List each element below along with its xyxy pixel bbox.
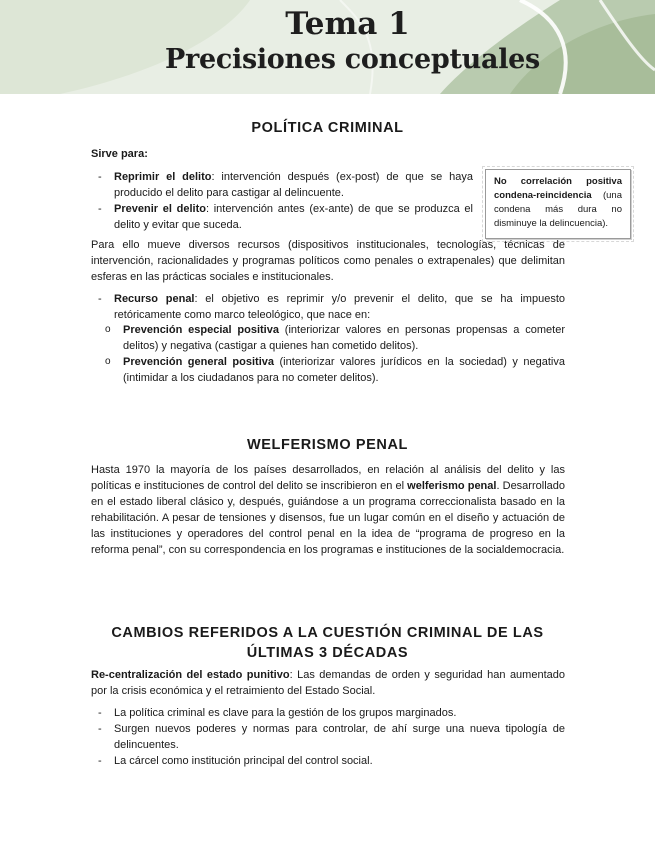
list-item-bold: Prevenir el delito — [114, 203, 206, 215]
heading-line-1: CAMBIOS REFERIDOS A LA CUESTIÓN CRIMINAL DE LAS — [111, 625, 544, 641]
section-heading-welferismo: WELFERISMO PENAL — [246, 437, 409, 453]
list-item-text: : el objetivo es reprimir y/o prevenir el delito, que se ha impuesto retóricamente como marco teleológico, que nace en: — [114, 293, 565, 321]
cambios-paragraph — [91, 667, 565, 699]
heading-line-2: ÚLTIMAS 3 DÉCADAS — [246, 645, 409, 661]
cambios-list — [91, 705, 565, 769]
section-heading-politica: POLÍTICA CRIMINAL — [251, 120, 404, 136]
list-item-bold: Recurso penal — [114, 293, 195, 305]
list-item-text: : intervención después (ex-post) de que se haya producido el delito para castigar al delincuente. — [114, 171, 473, 199]
list-item-bold: Prevención especial positiva — [123, 324, 279, 336]
sirve-para-label — [91, 146, 471, 162]
side-note-text: (una condena más dura no disminuye la delincuencia). — [494, 190, 622, 229]
welferismo-text-b: . Desarrollado en el estado liberal clásico y, después, guiándose a un programa correccionalista basado en la rehabilitación. A pesar de tensiones y disensos, fue un lugar común en el diseño y actuación de las instituciones y operadores del control penal en la idea de “programa de progreso en la reforma penal”, con su correspondencia en los programas e instituciones de la socialdemocracia. — [91, 480, 565, 556]
list-item — [91, 354, 565, 386]
prevencion-list — [91, 322, 565, 386]
list-item-text: (interiorizar valores jurídicos en la sociedad) y negativa (intimidar a los ciudadanos para no cometer delitos). — [123, 356, 565, 384]
list-item — [91, 201, 473, 233]
politica-paragraph: Para ello mueve diversos recursos (dispositivos institucionales, tecnologías, técnicas de intervención, racionalidades y programas políticos como penales o extrapenales) que delimitan esferas en las prácticas sociales e institucionales. — [91, 239, 565, 283]
cambios-text: : Las demandas de orden y seguridad han aumentado por la crisis económica y el retraimiento del Estado Social. — [91, 669, 565, 697]
list-item — [91, 291, 565, 323]
recurso-list — [91, 291, 565, 323]
list-item-text: (interiorizar valores en personas propensas a cometer delitos) y negativa (castigar a quienes han cometido delitos). — [123, 324, 565, 352]
politica-list — [91, 169, 473, 233]
list-item — [91, 169, 473, 201]
page-title: Tema 1 — [285, 6, 410, 42]
section-heading-cambios — [0, 623, 655, 663]
list-item — [91, 322, 565, 354]
side-note — [485, 169, 631, 239]
list-item: - La política criminal es clave para la gestión de los grupos marginados. — [91, 705, 565, 721]
welferismo-bold: welferismo penal — [407, 480, 497, 492]
page-subtitle: Precisiones conceptuales — [165, 44, 540, 75]
list-item: - Surgen nuevos poderes y normas para controlar, de ahí surge una nueva tipología de delincuentes. — [91, 721, 565, 753]
list-item: - La cárcel como institución principal del control social. — [91, 753, 565, 769]
welferismo-paragraph — [91, 462, 565, 558]
list-item-bold: Prevención general positiva — [123, 356, 274, 368]
cambios-bold: Re-centralización del estado punitivo — [91, 669, 290, 681]
list-item-bold: Reprimir el delito — [114, 171, 212, 183]
sirve-para-text: Sirve para: — [91, 148, 148, 160]
welferismo-text-a: Hasta 1970 la mayoría de los países desarrollados, en relación al análisis del delito y las políticas e instituciones de control del delito se inscribieron en el — [91, 464, 565, 492]
side-note-bold: No correlación positiva condena-reincidencia — [494, 176, 622, 201]
list-item-text: : intervención antes (ex-ante) de que se produzca el delito y evitar que suceda. — [114, 203, 473, 231]
page-header — [0, 0, 655, 94]
